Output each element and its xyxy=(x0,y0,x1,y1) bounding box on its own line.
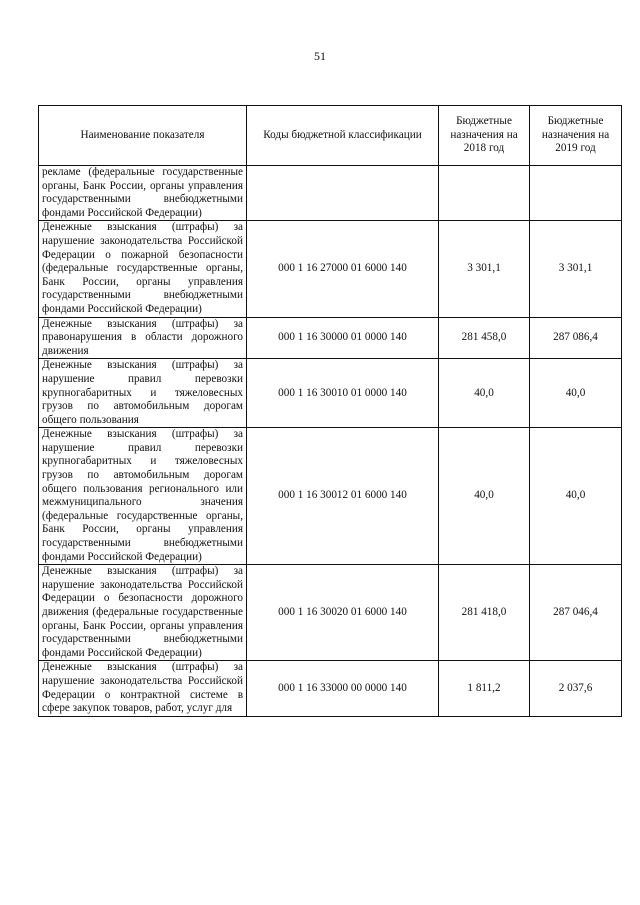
indicator-name: Денежные взыскания (штрафы) за нарушение законодательства Российской Федерации о пожарной безопасности (федеральные государственные органы, Банк России, органы управления государственными внебюджетными фондами Российской Федерации) xyxy=(39,221,247,317)
allocation-2018 xyxy=(439,166,530,221)
allocation-2018: 281 418,0 xyxy=(439,565,530,661)
indicator-name: Денежные взыскания (штрафы) за нарушение законодательства Российской Федерации о контрактной системе в сфере закупок товаров, работ, услуг для xyxy=(39,661,247,716)
table-row xyxy=(39,661,622,716)
indicator-name: Денежные взыскания (штрафы) за нарушение законодательства Российской Федерации о безопасности дорожного движения (федеральные государственные органы, Банк России, органы управления государственными внебюджетными фондами Российской Федерации) xyxy=(39,565,247,661)
table-row xyxy=(39,221,622,317)
table-header-row xyxy=(39,106,622,166)
budget-code: 000 1 16 30010 01 0000 140 xyxy=(247,359,439,428)
allocation-2018: 281 458,0 xyxy=(439,317,530,359)
table-row xyxy=(39,317,622,359)
allocation-2019: 40,0 xyxy=(530,428,622,565)
header-allocation-2018: Бюджетные назначения на 2018 год xyxy=(439,106,530,166)
table-row xyxy=(39,359,622,428)
budget-code: 000 1 16 33000 00 0000 140 xyxy=(247,661,439,716)
table-row xyxy=(39,166,622,221)
indicator-name: рекламе (федеральные государственные органы, Банк России, органы управления государственными внебюджетными фондами Российской Федерации) xyxy=(39,166,247,221)
budget-code: 000 1 16 27000 01 6000 140 xyxy=(247,221,439,317)
header-budget-code: Коды бюджетной классификации xyxy=(247,106,439,166)
header-allocation-2019: Бюджетные назначения на 2019 год xyxy=(530,106,622,166)
budget-code: 000 1 16 30020 01 6000 140 xyxy=(247,565,439,661)
indicator-name: Денежные взыскания (штрафы) за правонарушения в области дорожного движения xyxy=(39,317,247,359)
page-number: 51 xyxy=(314,49,326,63)
allocation-2019: 287 086,4 xyxy=(530,317,622,359)
allocation-2018: 1 811,2 xyxy=(439,661,530,716)
allocation-2019: 3 301,1 xyxy=(530,221,622,317)
indicator-name: Денежные взыскания (штрафы) за нарушение правил перевозки крупногабаритных и тяжеловесных грузов по автомобильным дорогам общего пользования регионального или межмуниципального значения (федеральные государственные органы, Банк России, органы управления государственными внебюджетными фондами Российской Федерации) xyxy=(39,428,247,565)
allocation-2019: 40,0 xyxy=(530,359,622,428)
budget-code: 000 1 16 30000 01 0000 140 xyxy=(247,317,439,359)
budget-table xyxy=(38,105,622,717)
indicator-name: Денежные взыскания (штрафы) за нарушение правил перевозки крупногабаритных и тяжеловесных грузов по автомобильным дорогам общего пользования xyxy=(39,359,247,428)
allocation-2019: 287 046,4 xyxy=(530,565,622,661)
allocation-2019 xyxy=(530,166,622,221)
table-row xyxy=(39,428,622,565)
budget-code: 000 1 16 30012 01 6000 140 xyxy=(247,428,439,565)
allocation-2019: 2 037,6 xyxy=(530,661,622,716)
allocation-2018: 3 301,1 xyxy=(439,221,530,317)
budget-code xyxy=(247,166,439,221)
header-indicator-name: Наименование показателя xyxy=(39,106,247,166)
table-row xyxy=(39,565,622,661)
allocation-2018: 40,0 xyxy=(439,428,530,565)
allocation-2018: 40,0 xyxy=(439,359,530,428)
